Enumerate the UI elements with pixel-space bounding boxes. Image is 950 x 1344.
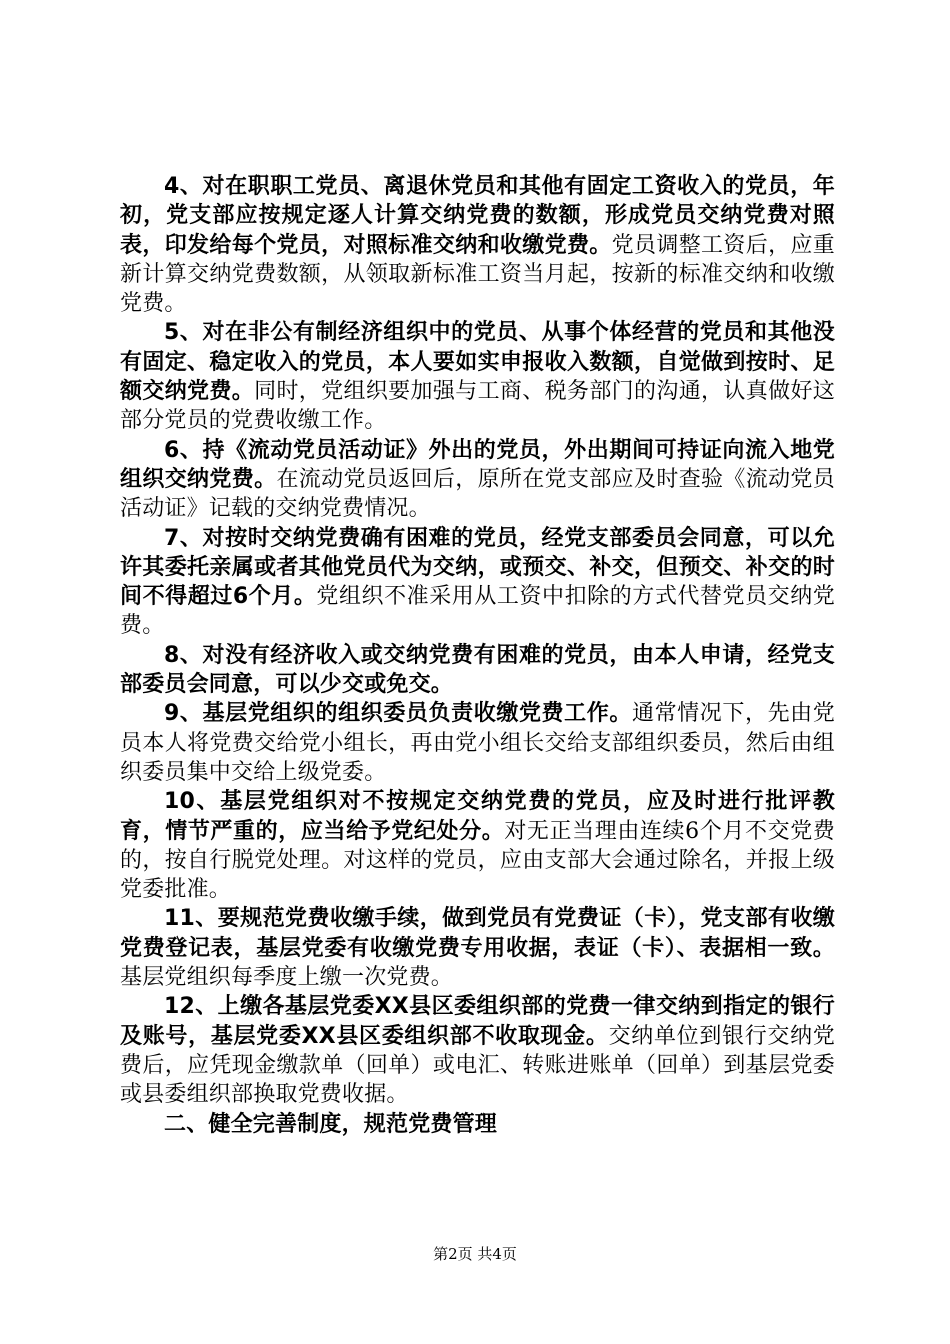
paragraph-detail-text: 同时，党组织要加强与工商、税务部门的沟通，认真做好这部分党员的党费收缴工作。 <box>120 379 836 434</box>
paragraph-detail-text: 在流动党员返回后，原所在党支部应及时查验《流动党员活动证》记载的交纳党费情况。 <box>120 466 835 522</box>
paragraph-item-7 <box>120 524 835 641</box>
paragraph-detail-text: 党员调整工资后，应重新计算交纳党费数额，从领取新标准工资当月起，按新的标准交纳和收缴党费。 <box>120 232 835 317</box>
paragraph-main-text: 12、上缴各基层党委XX县区委组织部的党费一律交纳到指定的银行及账号，基层党委XX县区委组织部不收取现金。 <box>120 994 835 1049</box>
paragraph-main-text: 8、对没有经济收入或交纳党费有困难的党员，由本人申请，经党支部委员会同意，可以少交或免交。 <box>120 642 835 698</box>
paragraph-item-5 <box>120 318 835 435</box>
paragraph-item-9 <box>120 699 835 787</box>
document-body <box>120 172 835 1139</box>
page-footer: 第2页 共4页 <box>433 1245 517 1263</box>
section-heading: 二、健全完善制度，规范党费管理 <box>164 1111 498 1137</box>
paragraph-detail-text: 交纳单位到银行交纳党费后，应凭现金缴款单（回单）或电汇、转账进账单（回单）到基层党委或县委组织部换取党费收据。 <box>120 1023 835 1108</box>
paragraph-item-12 <box>120 992 835 1109</box>
paragraph-item-10 <box>120 787 835 904</box>
paragraph-main-text: 4、对在职职工党员、离退休党员和其他有固定工资收入的党员，年初，党支部应按规定逐人计算交纳党费的数额，形成党员交纳党费对照表，印发给每个党员，对照标准交纳和收缴党费。 <box>120 174 835 258</box>
paragraph-main-text: 7、对按时交纳党费确有困难的党员，经党支部委员会同意，可以允许其委托亲属或者其他党员代为交纳，或预交、补交，但预交、补交的时间不得超过6个月。 <box>120 525 835 610</box>
paragraph-item-8 <box>120 641 835 700</box>
paragraph-detail-text: 对无正当理由连续6个月不交党费的，按自行脱党处理。对这样的党员，应由支部大会通过除名，并报上级党委批准。 <box>120 818 835 903</box>
paragraph-detail-text: 基层党组织每季度上缴一次党费。 <box>120 965 454 991</box>
paragraph-detail-text: 通常情况下，先由党员本人将党费交给党小组长，再由党小组长交给支部组织委员，然后由组织委员集中交给上级党委。 <box>120 701 835 785</box>
paragraph-item-4 <box>120 172 835 318</box>
paragraph-detail-text: 党组织不准采用从工资中扣除的方式代替党员交纳党费。 <box>120 584 835 639</box>
paragraph-main-text: 11、要规范党费收缴手续，做到党员有党费证（卡），党支部有收缴党费登记表，基层党委有收缴党费专用收据，表证（卡）、表据相一致。 <box>120 906 835 961</box>
paragraph-main-text: 10、基层党组织对不按规定交纳党费的党员，应及时进行批评教育，情节严重的，应当给予党纪处分。 <box>120 789 835 844</box>
paragraph-main-text: 5、对在非公有制经济组织中的党员、从事个体经营的党员和其他没有固定、稳定收入的党员，本人要如实申报收入数额，自觉做到按时、足额交纳党费。 <box>120 320 835 405</box>
paragraph-main-text: 9、基层党组织的组织委员负责收缴党费工作。 <box>164 701 632 727</box>
paragraph-item-6 <box>120 436 835 524</box>
paragraph-main-text: 6、持《流动党员活动证》外出的党员，外出期间可持证向流入地党组织交纳党费。 <box>120 437 835 492</box>
paragraph-item-11 <box>120 904 835 992</box>
